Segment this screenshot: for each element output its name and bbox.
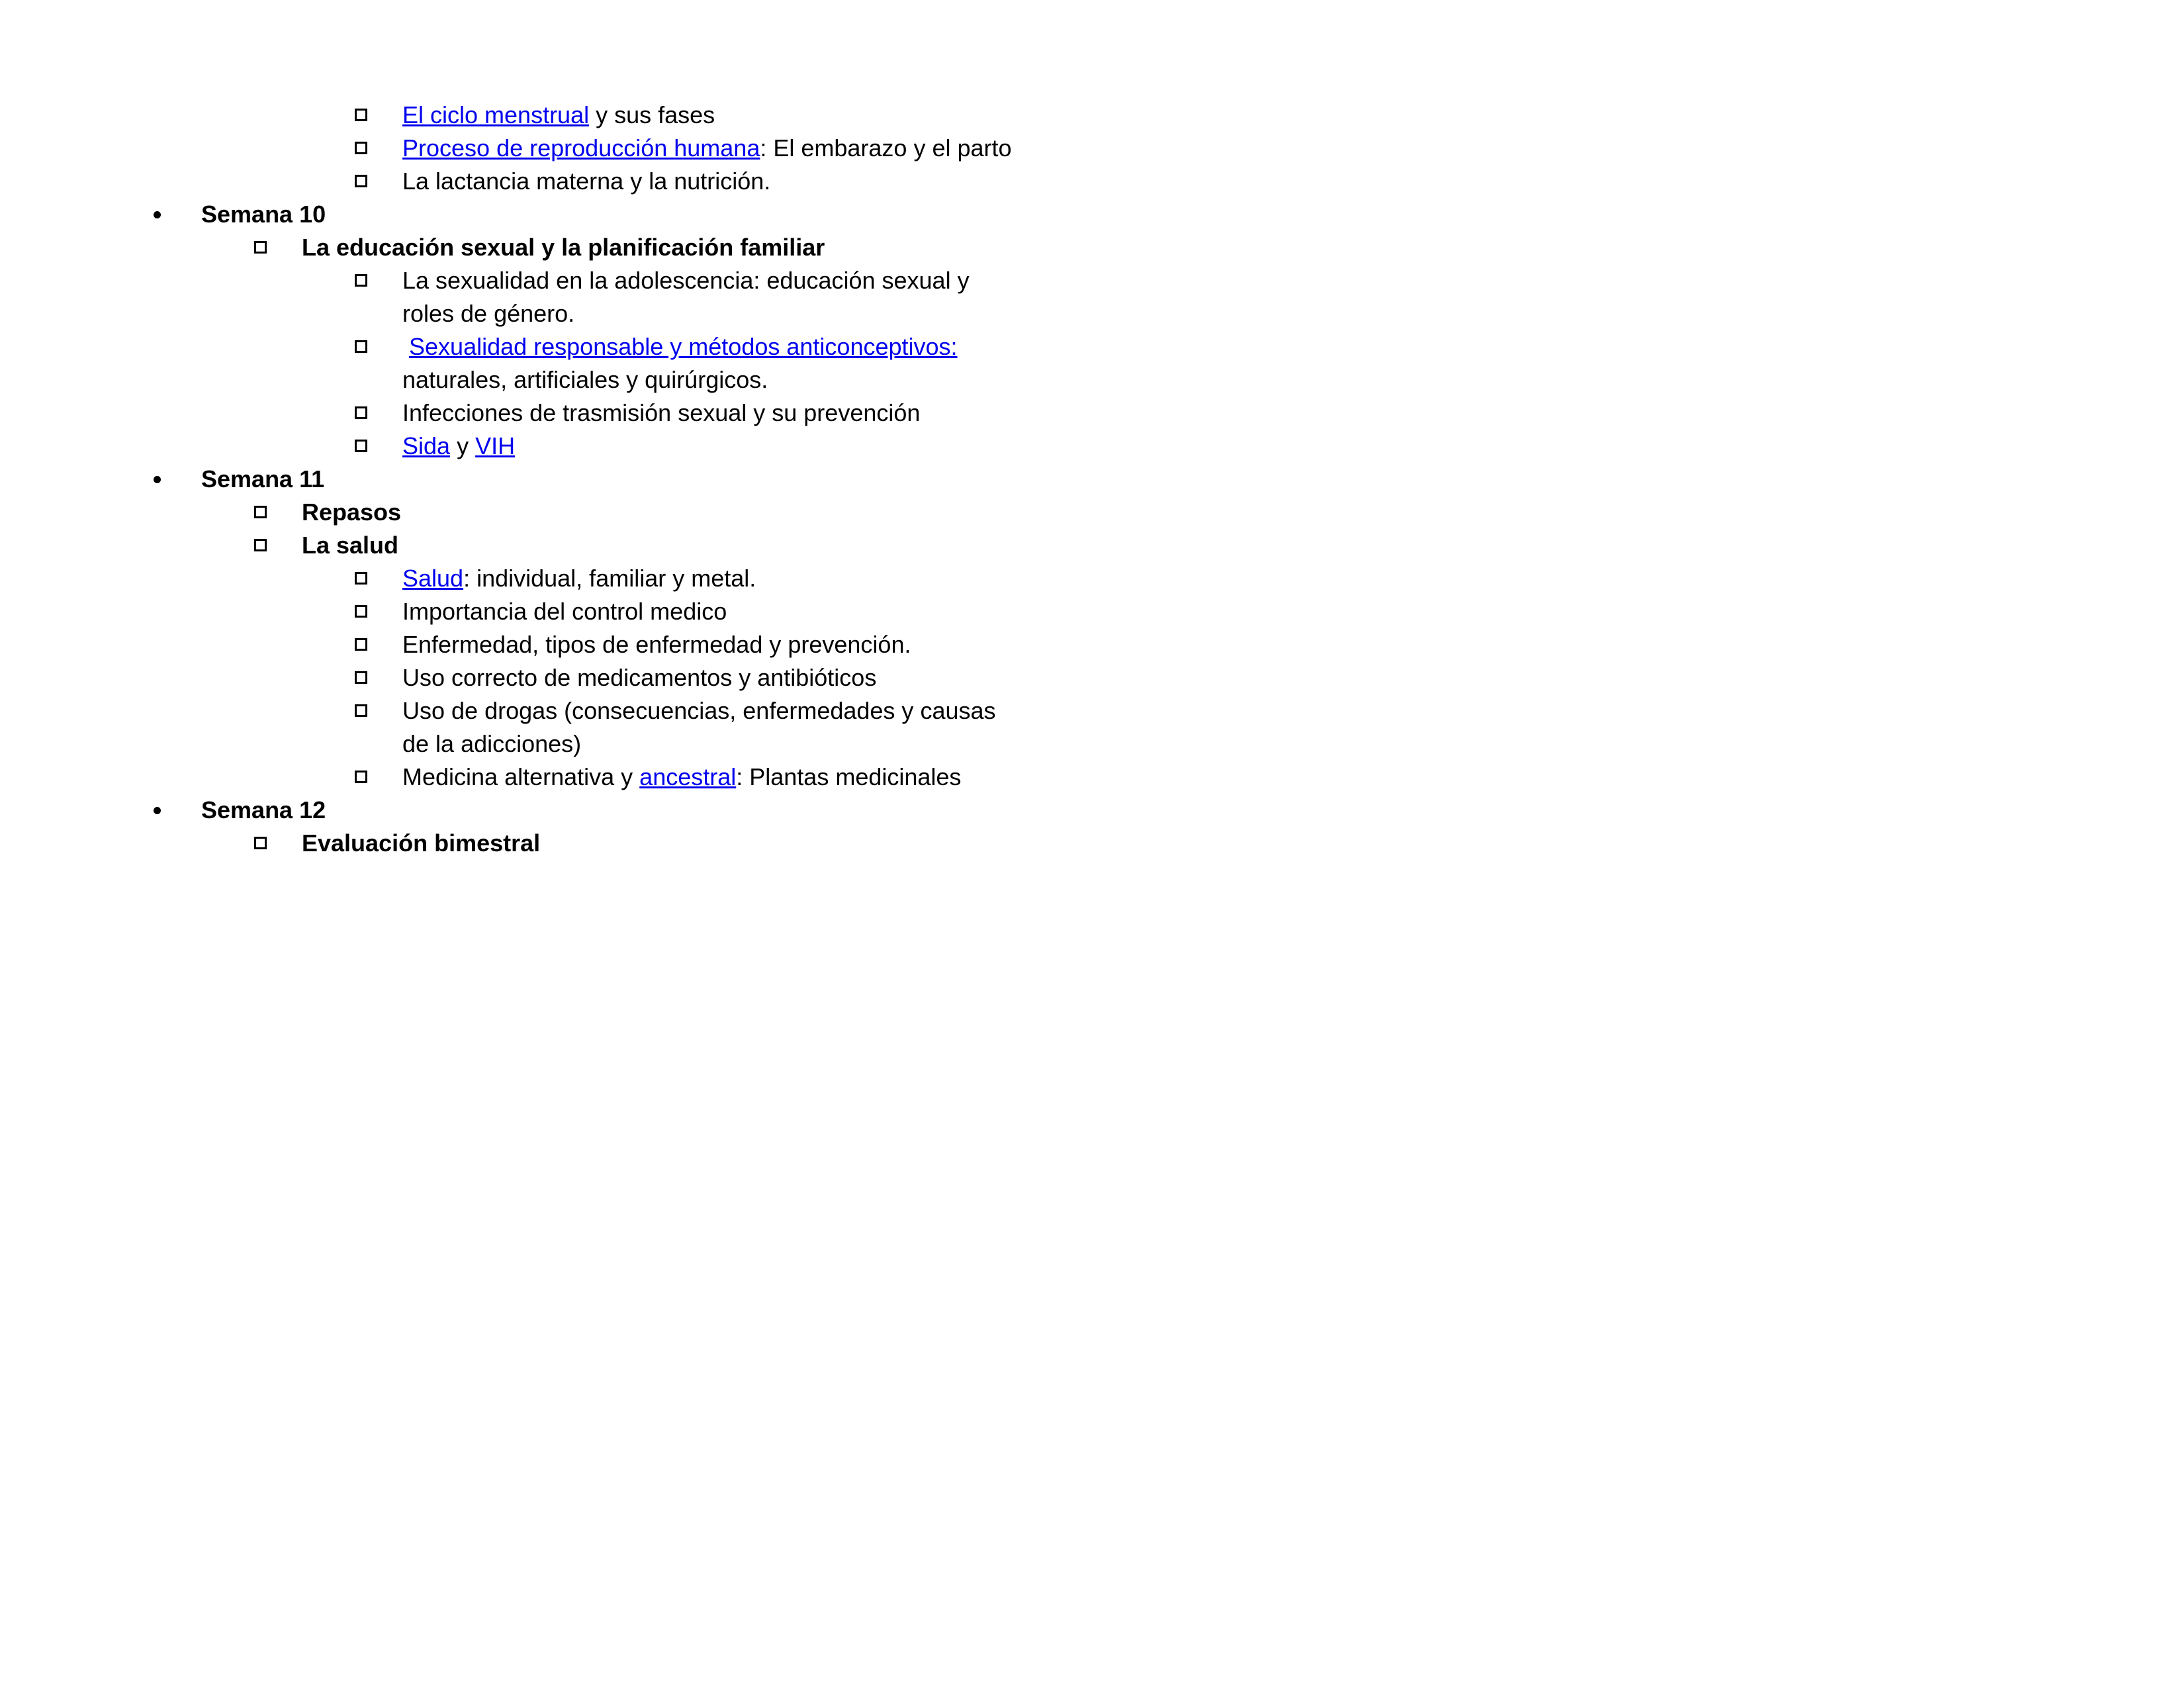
square-bullet-icon (355, 771, 367, 783)
document-page: El ciclo menstrual y sus fases Proceso de reproducción humana: El embarazo y el parto La lactancia materna y la nutrición. Semana 10 La educación sexual y la planificación familiar La sexualidad en la adolescencia: educación sexual y roles de género. Sexualidad responsable y métodos anticonceptivos: naturales, artificiales y quirúrgicos. Infecciones de trasmisión sexual y su prevención Sida y VIH Semana 11 Repasos La salud Salud: individual, familiar y metal. Importancia del control medico Enfermedad, tipos de enfermedad y prevención. Uso correcto de medicamentos y antibióticos Uso de drogas (consecuencias, enfermedades y causas de la adicciones) Medicina alternativa y ancestral: Plantas medicinales Semana 12 Evaluación bimestral (0, 0, 2184, 1688)
link-sexualidad-responsable[interactable]: Sexualidad responsable y métodos anticonceptivos: (409, 333, 958, 360)
square-bullet-icon (355, 671, 367, 684)
square-bullet-icon (254, 241, 267, 254)
circle-bullet-icon (154, 807, 161, 814)
square-bullet-icon (254, 506, 267, 518)
link-vih[interactable]: VIH (475, 432, 516, 459)
square-bullet-icon (254, 837, 267, 849)
square-bullet-icon (355, 274, 367, 287)
link-ciclo-menstrual[interactable]: El ciclo menstrual (402, 101, 590, 128)
circle-bullet-icon (154, 211, 161, 218)
circle-bullet-icon (154, 476, 161, 483)
square-bullet-icon (355, 605, 367, 618)
square-bullet-icon (355, 572, 367, 585)
link-proceso-reproduccion[interactable]: Proceso de reproducción humana (402, 134, 760, 162)
square-bullet-icon (355, 406, 367, 419)
link-sida[interactable]: Sida (402, 432, 451, 459)
square-bullet-icon (254, 539, 267, 551)
square-bullet-icon (355, 340, 367, 353)
square-bullet-icon (355, 440, 367, 452)
square-bullet-icon (355, 704, 367, 717)
square-bullet-icon (355, 175, 367, 187)
square-bullet-icon (355, 638, 367, 651)
link-salud[interactable]: Salud (402, 565, 464, 592)
square-bullet-icon (355, 142, 367, 154)
square-bullet-icon (355, 109, 367, 121)
link-ancestral[interactable]: ancestral (639, 763, 737, 790)
